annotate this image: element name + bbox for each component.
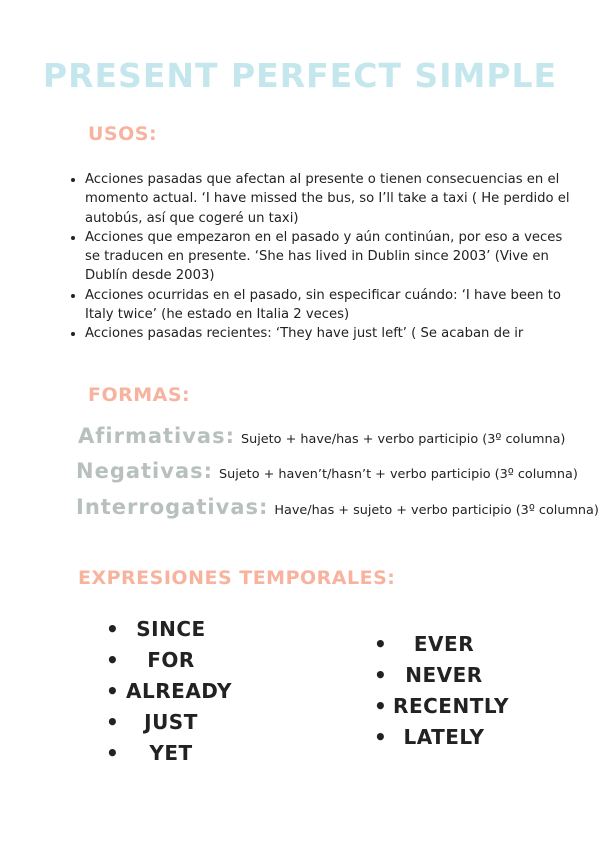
expresion: • NEVER xyxy=(405,663,483,687)
formas-heading: FORMAS: xyxy=(88,384,191,406)
list-item: • Acciones pasadas recientes: ‘They have just left’ ( Se acaban de ir xyxy=(85,324,575,343)
expresiones-right-list xyxy=(374,629,514,753)
expresiones-heading: EXPRESIONES TEMPORALES: xyxy=(78,567,396,589)
expresion: • JUST xyxy=(144,710,198,734)
expresion: • EVER xyxy=(413,632,475,656)
forma-text: Have/has + sujeto + verbo participio (3º columna) xyxy=(274,503,599,518)
page-title: PRESENT PERFECT SIMPLE xyxy=(42,56,558,95)
expresion: • ALREADY xyxy=(126,679,232,703)
list-item xyxy=(106,676,236,707)
forma-label: Negativas: xyxy=(76,459,214,483)
forma-text: Sujeto + have/has + verbo participio (3º columna) xyxy=(241,432,566,447)
expresion: • SINCE xyxy=(136,617,206,641)
forma-negativa xyxy=(76,459,578,483)
list-item xyxy=(106,707,236,738)
forma-label: Afirmativas: xyxy=(78,424,235,448)
expresion: • FOR xyxy=(147,648,195,672)
list-item xyxy=(374,660,514,691)
list-item: • Acciones que empezaron en el pasado y aún continúan, por eso a veces se traducen en presente. ‘She has lived in Dublin since 2003’ (Vive en Dublín desde 2003) xyxy=(85,228,575,286)
forma-text: Sujeto + haven’t/hasn’t + verbo participio (3º columna) xyxy=(219,467,578,482)
expresiones-left-list xyxy=(106,614,236,769)
list-item: • Acciones pasadas que afectan al presente o tienen consecuencias en el momento actual. ‘I have missed the bus, so I’ll take a taxi ( He perdido el autobús, así que cogeré un taxi) xyxy=(85,170,575,228)
list-item xyxy=(106,645,236,676)
forma-label: Interrogativas: xyxy=(76,495,269,519)
forma-interrogativa xyxy=(76,495,599,519)
list-item xyxy=(374,691,514,722)
list-item xyxy=(106,738,236,769)
list-item xyxy=(374,629,514,660)
expresion: • LATELY xyxy=(403,725,485,749)
usos-heading: USOS: xyxy=(88,123,158,145)
list-item xyxy=(106,614,236,645)
list-item xyxy=(374,722,514,753)
expresion: • RECENTLY xyxy=(393,694,509,718)
usos-list xyxy=(66,170,575,344)
forma-afirmativa xyxy=(78,424,565,448)
list-item: • Acciones ocurridas en el pasado, sin especificar cuándo: ‘I have been to Italy twice’ (he estado en Italia 2 veces) xyxy=(85,286,575,325)
expresion: • YET xyxy=(149,741,193,765)
